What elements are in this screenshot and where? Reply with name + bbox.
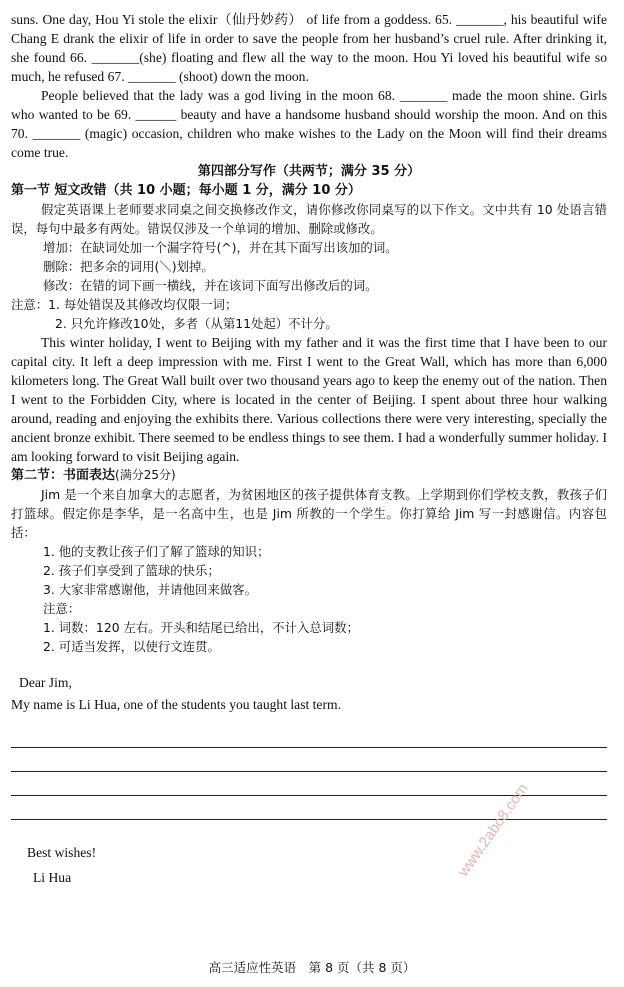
page-footer: 高三适应性英语 第 8 页（共 8 页） [208, 960, 416, 975]
section1-intro: 假定英语课上老师要求同桌之间交换修改作文，请你修改你同桌写的以下作文。文中共有 10 处语言错误，每句中最多有两处。错误仅涉及一个单词的增加、删除或修改。 [11, 202, 607, 236]
closing-phrase: Best wishes! [27, 845, 97, 860]
cloze-paragraph-1: suns. One day, Hou Yi stole the elixir（仙丹妙药） of life from a goddess. 65. _______, his beautiful wife Chang E drank the elixir of life in order to save the people from her husband’s cruel rule. After drinking it, she found 66. _______(she) floating and flew all the way to the moon. Hou Yi loved his beautiful wife so much, he refused 67. _______ (shoot) down the moon. [11, 12, 607, 84]
notes-label: 注意： [43, 601, 81, 616]
letter-block [11, 672, 607, 716]
section2-intro: Jim 是一个来自加拿大的志愿者，为贫困地区的孩子提供体育支教。上学期到你们学校支教，教孩子们打篮球。假定你是李华，是一名高中生，也是 Jim 所教的一个学生。你打算给 Jim 写一封感谢信。内容包括： [11, 487, 607, 540]
section1-title: 第一节 短文改错（共 10 小题；每小题 1 分，满分 10 分） [11, 183, 361, 198]
cloze-paragraph-2: People believed that the lady was a god living in the moon 68. _______ made the moon shine. Girls who wanted to be 69. ______ beauty and have a handsome husband should worship the moon. And on this 70. _______ (magic) occasion, children who make wishes to the Lady on the Moon will find their dreams come true. [11, 88, 607, 160]
part4-title: 第四部分写作（共两节；满分 35 分） [197, 164, 421, 179]
watermark: www.2abc8.com [455, 780, 532, 880]
content-point-1: 1. 他的支教让孩子们了解了篮球的知识； [43, 544, 270, 559]
writing-note-2: 2. 可适当发挥，以使行文连贯。 [43, 639, 220, 654]
letter-closing [11, 840, 607, 890]
answer-line[interactable] [11, 724, 607, 748]
note-1: 注意：1. 每处错误及其修改均仅限一词； [11, 297, 238, 312]
section2-score: (满分25分) [115, 468, 176, 482]
note-2: 2. 只允许修改10处，多者（从第11处起）不计分。 [55, 316, 338, 331]
content-point-2: 2. 孩子们享受到了篮球的快乐； [43, 563, 220, 578]
add-rule: 增加：在缺词处加一个漏字符号(^)，并在其下面写出该加的词。 [43, 240, 398, 255]
modify-rule: 修改：在错的词下画一横线，并在该词下面写出修改后的词。 [43, 278, 378, 293]
letter-salutation: Dear Jim, [19, 675, 72, 690]
exam-page [11, 10, 607, 890]
letter-signature: Li Hua [33, 870, 72, 885]
answer-line[interactable] [11, 748, 607, 772]
delete-rule: 删除：把多余的词用(＼)划掉。 [43, 259, 214, 274]
section2-title: 第二节：书面表达(满分25分) [11, 468, 176, 483]
error-correction-passage: This winter holiday, I went to Beijing with my father and it was the first time that I have been to our capital city. It left a deep impression with me. First I went to the Great Wall, which has more than 6,000 kilometers long. The Great Wall built over two thousand years ago to keep the enemy out of the nation. Then I went to the Forbidden City, where is located in the center of Beijing. I spent about three hour walking around, reading and enjoying the exhibits there. Various collections there were very interesting, specially the ancient bronze exhibit. There seemed to be endless things to see them. I had a wonderfully summer holiday. I am looking forward to visit Beijing again. [11, 335, 607, 464]
content-point-3: 3. 大家非常感谢他，并请他回来做客。 [43, 582, 258, 597]
writing-note-1: 1. 词数：120 左右。开头和结尾已给出，不计入总词数； [43, 620, 359, 635]
letter-opening: My name is Li Hua, one of the students you taught last term. [11, 697, 341, 712]
